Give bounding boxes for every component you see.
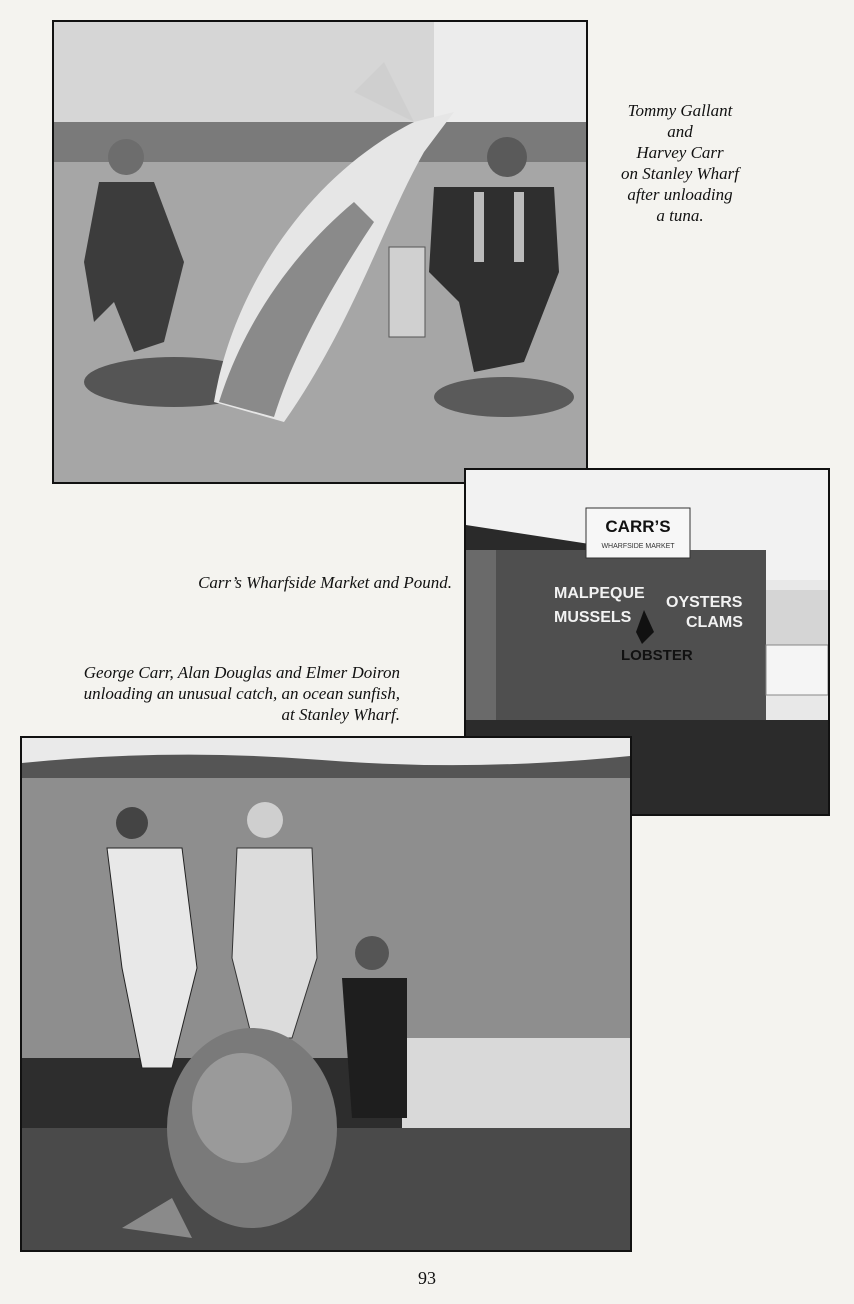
market-sign-text: CARR’S — [605, 517, 671, 536]
market-sign-small-text: WHARFSIDE MARKET — [601, 543, 675, 550]
tuna-photo — [52, 20, 588, 484]
sunfish-caption-line: George Carr, Alan Douglas and Elmer Doiron — [83, 663, 400, 682]
wall-text-clams: CLAMS — [686, 614, 743, 631]
market-caption: Carr’s Wharfside Market and Pound. — [198, 573, 452, 592]
tuna-caption-line: Tommy Gallant — [627, 101, 733, 120]
tuna-caption-line: on Stanley Wharf — [620, 164, 740, 183]
tuna-caption-line: and — [667, 122, 693, 141]
tuna-caption-line: a tuna. — [656, 206, 704, 225]
wall-text-malpeque: MALPEQUE — [554, 585, 645, 602]
wall-text-oysters: OYSTERS — [666, 594, 743, 611]
wall-text-mussels: MUSSELS — [554, 609, 632, 626]
sunfish-photo — [20, 736, 632, 1252]
wall-text-lobster: LOBSTER — [621, 647, 693, 664]
tuna-caption — [600, 100, 760, 226]
sunfish-caption-line: unloading an unusual catch, an ocean sunfish, — [83, 684, 400, 703]
tuna-caption-line: after unloading — [627, 185, 733, 204]
tuna-caption-line: Harvey Carr — [636, 143, 724, 162]
sunfish-caption-line: at Stanley Wharf. — [281, 705, 400, 724]
page-number: 93 — [418, 1268, 436, 1288]
sunfish-caption — [20, 662, 400, 725]
